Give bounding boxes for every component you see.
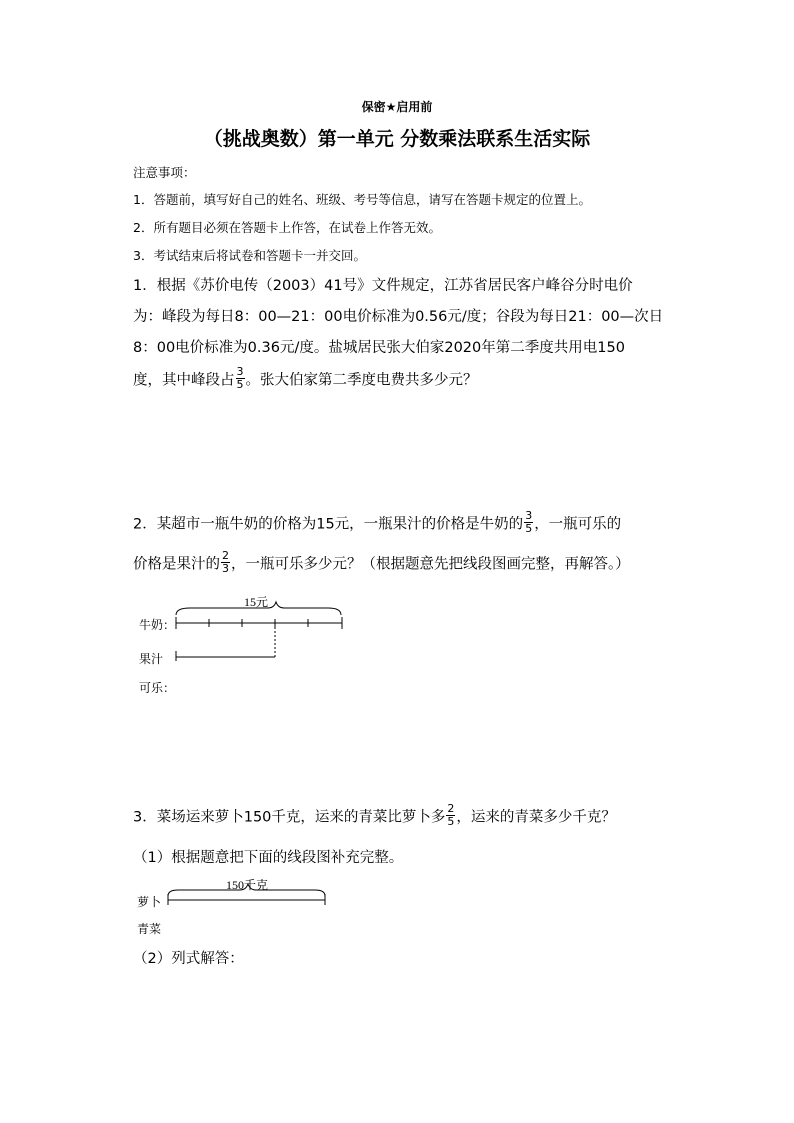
q2-cola-label: 可乐： — [139, 681, 176, 695]
q2-line-2-text-end: ，一瓶可乐多少元？（根据题意先把线段图画完整，再解答。） — [231, 556, 630, 573]
notice-item-1: 1．答题前，填写好自己的姓名、班级、考号等信息，请写在答题卡规定的位置上。 — [133, 192, 591, 207]
q1-line-1: 1．根据《苏价电传（2003）41号》文件规定，江苏省居民客户峰谷分时电价 — [133, 278, 633, 294]
notice-heading: 注意事项： — [133, 165, 196, 180]
q1-line-4-text: 度，其中峰段占 — [133, 372, 235, 389]
page-title: （挑战奥数）第一单元 分数乘法联系生活实际 — [203, 128, 591, 150]
fraction — [221, 550, 230, 575]
fraction-denominator: 3 — [222, 562, 229, 575]
fraction-denominator: 5 — [525, 522, 533, 535]
q1-line-3: 8：00电价标准为0.36元/度。盐城居民张大伯家2020年第二季度共用电150 — [133, 340, 625, 356]
fraction-denominator: 5 — [447, 815, 455, 828]
q2-line-1-text-end: ，一瓶可乐的 — [534, 516, 622, 533]
q2-line-2-text: 价格是果汁的 — [133, 556, 220, 573]
q2-line-1-text: 2．某超市一瓶牛奶的价格为15元，一瓶果汁的价格是牛奶的 — [133, 516, 524, 533]
q3-radish-label: 萝卜 — [137, 895, 162, 909]
notice-item-3: 3．考试结束后将试卷和答题卡一并交回。 — [133, 248, 366, 263]
fraction — [524, 510, 533, 535]
q1-line-2: 为：峰段为每日8：00—21：00电价标准为0.56元/度；谷段为每日21：00—次日 — [133, 309, 664, 325]
q2-juice-label: 果汁 — [139, 652, 164, 666]
q1-line-4 — [133, 365, 478, 393]
fraction-numerator: 3 — [525, 509, 533, 522]
q3-part-2: （2）列式解答： — [133, 951, 244, 967]
q3-total-label: 150千克 — [226, 878, 269, 892]
fraction — [236, 366, 245, 391]
q3-greens-label: 青菜 — [137, 922, 162, 936]
q1-line-4-text-end: 。张大伯家第二季度电费共多少元？ — [245, 372, 478, 389]
q2-total-label: 15元 — [244, 595, 269, 609]
notice-item-2: 2．所有题目必须在答题卡上作答，在试卷上作答无效。 — [133, 220, 441, 235]
q2-line-1 — [133, 509, 622, 537]
confidential-mark: 保密★启用前 — [361, 100, 433, 114]
fraction-numerator: 2 — [447, 802, 455, 815]
fraction-denominator: 5 — [236, 378, 244, 391]
q2-line-2 — [133, 549, 630, 577]
q3-line-1-text: 3．菜场运来萝卜150千克，运来的青菜比萝卜多 — [133, 809, 446, 826]
q3-part-1: （1）根据题意把下面的线段图补充完整。 — [133, 850, 404, 866]
fraction — [446, 803, 455, 828]
fraction-numerator: 3 — [236, 365, 244, 378]
fraction-numerator: 2 — [222, 549, 229, 562]
q2-milk-label: 牛奶： — [139, 618, 176, 632]
q3-line-1 — [133, 802, 616, 830]
q3-line-1-text-end: ，运来的青菜多少千克？ — [456, 809, 616, 826]
